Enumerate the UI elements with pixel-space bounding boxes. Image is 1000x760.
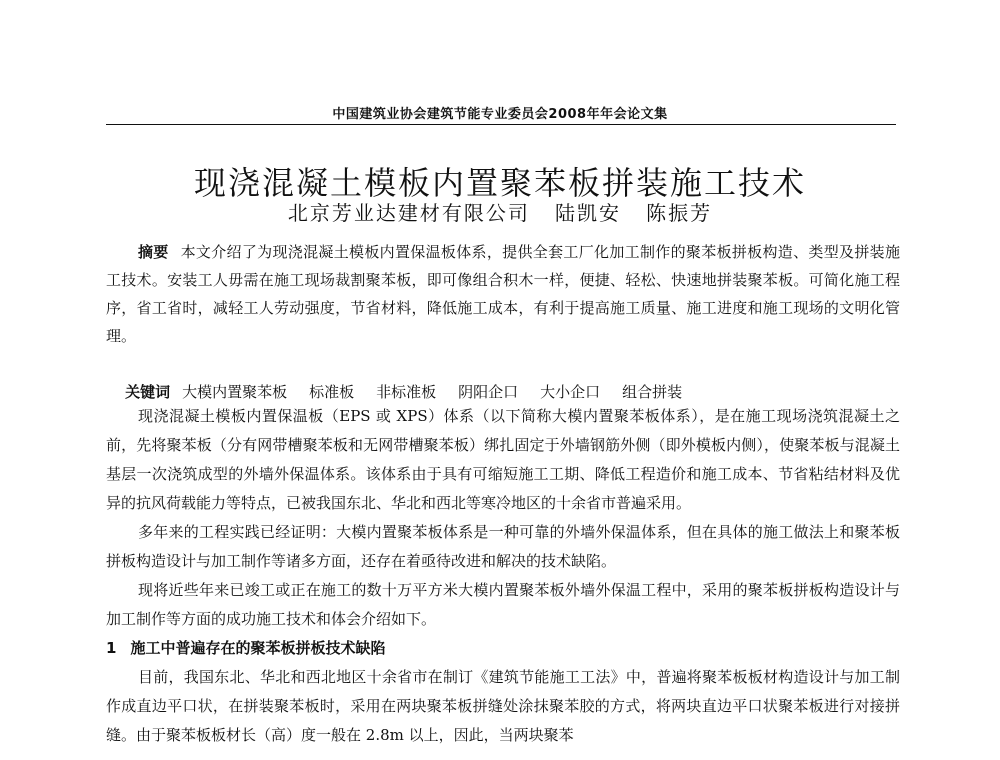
- body-paragraph: 目前，我国东北、华北和西北地区十余省市在制订《建筑节能施工工法》中，普遍将聚苯板板材构造设计与加工制作成直边平口状，在拼装聚苯板时，采用在两块聚苯板拼缝处涂抹聚苯胶的方式，将两块直边平口状聚苯板进行对接拼缝。由于聚苯板板材长（高）度一般在 2.8m 以上，因此，当两块聚苯: [106, 668, 900, 744]
- abstract-label: 摘要: [138, 243, 169, 261]
- body-paragraph: 现将近些年来已竣工或正在施工的数十万平方米大模内置聚苯板外墙外保温工程中，采用的聚苯板拼板构造设计与加工制作等方面的成功施工技术和体会介绍如下。: [106, 581, 900, 628]
- section-heading: [106, 634, 900, 663]
- keyword: 大模内置聚苯板: [182, 383, 288, 401]
- section-number: 1: [106, 639, 117, 657]
- section-title: 施工中普遍存在的聚苯板拼板技术缺陷: [130, 639, 386, 657]
- body-paragraph: 多年来的工程实践已经证明：大模内置聚苯板体系是一种可靠的外墙外保温体系，但在具体的施工做法上和聚苯板拼板构造设计与加工制作等诸多方面，还存在着亟待改进和解决的技术缺陷。: [106, 523, 900, 570]
- body-text: [106, 402, 900, 750]
- paper-title: 现浇混凝土模板内置聚苯板拼装施工技术: [193, 164, 806, 203]
- keyword: 阴阳企口: [458, 383, 519, 401]
- abstract-text: 本文介绍了为现浇混凝土模板内置保温板体系，提供全套工厂化加工制作的聚苯板拼板构造、类型及拼装施工技术。安装工人毋需在施工现场裁割聚苯板，即可像组合积木一样，便捷、轻松、快速地拼装聚苯板。可简化施工程序，省工省时，减轻工人劳动强度，节省材料，降低施工成本，有利于提高施工质量、施工进度和施工现场的文明化管理。: [106, 243, 900, 345]
- running-header: 中国建筑业协会建筑节能专业委员会2008年年会论文集: [332, 107, 668, 122]
- keyword: 非标准板: [376, 383, 437, 401]
- body-paragraph: 现浇混凝土模板内置保温板（EPS 或 XPS）体系（以下简称大模内置聚苯板体系），是在施工现场浇筑混凝土之前，先将聚苯板（分有网带槽聚苯板和无网带槽聚苯板）绑扎固定于外墙钢筋外侧（即外模板内侧），使聚苯板与混凝土基层一次浇筑成型的外墙外保温体系。该体系由于具有可缩短施工工期、降低工程造价和施工成本、节省粘结材料及优异的抗风荷载能力等特点，已被我国东北、华北和西北等寒冷地区的十余省市普遍采用。: [106, 407, 900, 512]
- header-rule: [106, 124, 896, 125]
- keywords-label: 关键词: [125, 383, 171, 401]
- keyword: 标准板: [309, 383, 355, 401]
- author-line: 北京芳业达建材有限公司 陆凯安 陈振芳: [287, 201, 713, 225]
- abstract: [106, 238, 900, 350]
- keyword: 大小企口: [540, 383, 601, 401]
- keyword: 组合拼装: [622, 383, 683, 401]
